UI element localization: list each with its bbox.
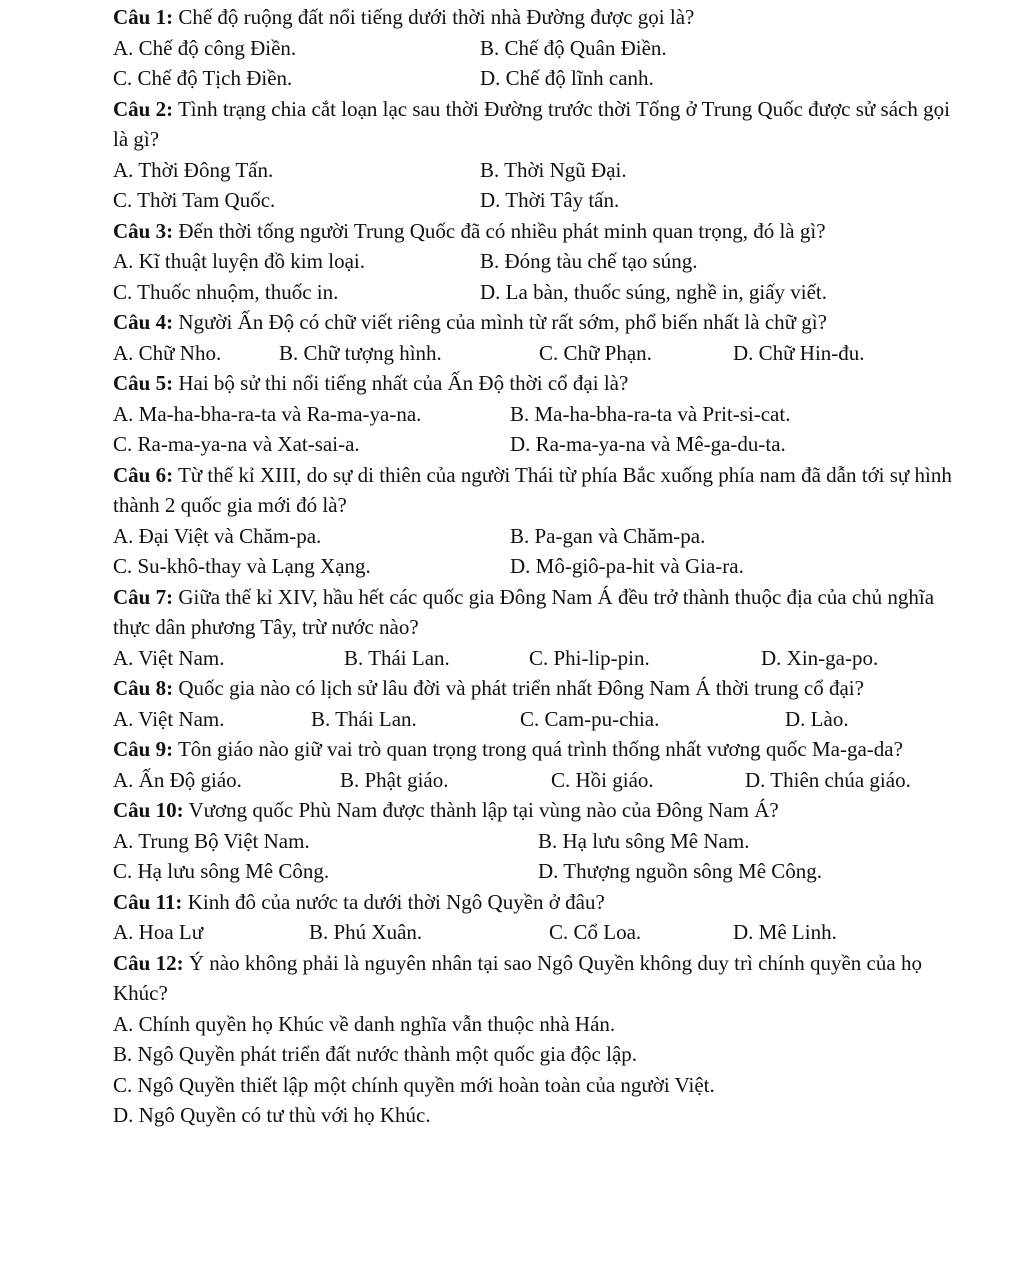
options-row [113,155,968,186]
option-d[interactable]: D. Mê Linh. [733,920,837,944]
option-c[interactable]: C. Thuốc nhuộm, thuốc in. [113,279,339,304]
option-c[interactable]: C. Ngô Quyền thiết lập một chính quyền mới hoàn toàn của người Việt. [113,1072,715,1097]
option-b[interactable]: B. Ngô Quyền phát triển đất nước thành một quốc gia độc lập. [113,1042,638,1066]
option-d[interactable]: D. Lào. [785,706,849,731]
question-5 [113,368,968,460]
options-row [113,63,968,94]
question-11 [113,887,968,948]
options-row [113,704,968,735]
option-a[interactable]: A. Trung Bộ Việt Nam. [113,828,310,853]
question-stem [113,673,968,704]
question-1 [113,2,968,94]
question-label: Câu 7: [113,584,174,609]
option-a[interactable]: A. Thời Đông Tấn. [113,157,274,182]
option-a[interactable]: A. Hoa Lư [113,920,204,944]
question-label: Câu 2: [113,96,174,121]
question-label: Câu 5: [113,371,174,395]
options-row [113,917,968,948]
options-row [113,338,968,369]
question-stem [113,2,968,33]
options-row [113,551,968,582]
question-3 [113,216,968,308]
question-text: Kinh đô của nước ta dưới thời Ngô Quyền ở đâu? [187,889,605,914]
question-text: Tôn giáo nào giữ vai trò quan trọng trong quá trình thống nhất vương quốc Ma-ga-da? [177,737,903,761]
options-row [113,856,968,887]
options-row [113,521,968,552]
option-b[interactable]: B. Đóng tàu chế tạo súng. [480,249,698,273]
question-text: Vương quốc Phù Nam được thành lập tại vùng nào của Đông Nam Á? [188,798,779,822]
options-row [113,185,968,216]
question-text: Đến thời tống người Trung Quốc đã có nhiều phát minh quan trọng, đó là gì? [178,218,826,243]
options-row [113,429,968,460]
question-stem [113,795,968,826]
question-label: Câu 8: [113,676,174,700]
question-stem [113,460,968,521]
question-text: Quốc gia nào có lịch sử lâu đời và phát triển nhất Đông Nam Á thời trung cổ đại? [178,676,864,700]
option-b[interactable]: B. Chế độ Quân Điền. [480,35,667,60]
option-b[interactable]: B. Thái Lan. [311,706,417,731]
option-b[interactable]: B. Phú Xuân. [309,920,423,944]
question-label: Câu 3: [113,218,174,243]
option-c[interactable]: C. Cổ Loa. [549,920,642,944]
option-c[interactable]: C. Thời Tam Quốc. [113,188,276,212]
options [113,338,968,369]
option-d[interactable]: D. Ngô Quyền có tư thù với họ Khúc. [113,1103,431,1127]
question-10 [113,795,968,887]
option-d[interactable]: D. Thiên chúa giáo. [745,767,911,792]
question-text: Hai bộ sử thi nổi tiếng nhất của Ấn Độ thời cổ đại là? [178,371,629,395]
option-b[interactable]: B. Thời Ngũ Đại. [480,157,627,182]
question-stem [113,582,968,643]
option-c[interactable]: C. Chế độ Tịch Điền. [113,66,293,90]
question-text: Ý nào không phải là nguyên nhân tại sao Ngô Quyền không duy trì chính quyền của họ Khúc? [113,950,922,1005]
option-d[interactable]: D. Ra-ma-ya-na và Mê-ga-du-ta. [510,432,786,456]
question-text: Giữa thế kỉ XIV, hầu hết các quốc gia Đông Nam Á đều trở thành thuộc địa của chủ nghĩa thực dân phương Tây, trừ nước nào? [113,584,935,639]
option-b[interactable]: B. Pa-gan và Chăm-pa. [510,523,706,548]
options-row [113,246,968,277]
option-c[interactable]: C. Hạ lưu sông Mê Công. [113,859,330,883]
options-row [113,826,968,857]
option-b[interactable]: B. Phật giáo. [340,767,449,792]
question-label: Câu 6: [113,462,174,487]
option-c[interactable]: C. Phi-lip-pin. [529,645,650,670]
option-c[interactable]: C. Ra-ma-ya-na và Xat-sai-a. [113,432,360,456]
option-c[interactable]: C. Cam-pu-chia. [520,706,660,731]
option-b[interactable]: B. Ma-ha-bha-ra-ta và Prit-si-cat. [510,401,791,426]
option-c[interactable]: C. Su-khô-thay và Lạng Xạng. [113,554,371,578]
question-text: Tình trạng chia cắt loạn lạc sau thời Đường trước thời Tống ở Trung Quốc được sử sách gọi là gì? [113,96,950,151]
options [113,1009,968,1131]
option-d[interactable]: D. Thời Tây tấn. [480,188,620,212]
question-stem [113,216,968,247]
option-a[interactable]: A. Ma-ha-bha-ra-ta và Ra-ma-ya-na. [113,401,422,426]
question-label: Câu 12: [113,950,184,975]
options [113,155,968,216]
question-label: Câu 4: [113,310,174,334]
option-a[interactable]: A. Chế độ công Điền. [113,35,297,60]
option-d[interactable]: D. Mô-giô-pa-hit và Gia-ra. [510,554,744,578]
option-a[interactable]: A. Đại Việt và Chăm-pa. [113,523,322,548]
options [113,765,968,796]
question-7 [113,582,968,674]
option-a[interactable]: A. Chữ Nho. [113,340,222,365]
option-a[interactable]: A. Chính quyền họ Khúc về danh nghĩa vẫn thuộc nhà Hán. [113,1011,616,1036]
question-text: Từ thế kỉ XIII, do sự di thiên của người Thái từ phía Bắc xuống phía nam đã dẫn tới sự hình thành 2 quốc gia mới đó là? [113,462,952,517]
question-stem [113,94,968,155]
question-12 [113,948,968,1131]
options-row [113,33,968,64]
question-6 [113,460,968,582]
option-b[interactable]: B. Chữ tượng hình. [279,340,442,365]
options [113,521,968,582]
question-label: Câu 1: [113,5,174,29]
option-a[interactable]: A. Ấn Độ giáo. [113,767,242,792]
option-d[interactable]: D. Chữ Hin-đu. [733,340,865,365]
option-d[interactable]: D. Thượng nguồn sông Mê Công. [538,859,823,883]
question-label: Câu 10: [113,798,184,822]
options [113,917,968,948]
question-stem [113,307,968,338]
options [113,399,968,460]
question-stem [113,368,968,399]
question-stem [113,948,968,1009]
options [113,643,968,674]
options-row [113,277,968,308]
options-row [113,643,968,674]
question-stem [113,734,968,765]
options [113,704,968,735]
options-row [113,399,968,430]
question-9 [113,734,968,795]
options-row [113,765,968,796]
options [113,246,968,307]
question-4 [113,307,968,368]
option-d[interactable]: D. Xin-ga-po. [761,645,879,670]
question-stem [113,887,968,918]
options [113,826,968,887]
option-b[interactable]: B. Hạ lưu sông Mê Nam. [538,828,750,853]
question-8 [113,673,968,734]
option-a[interactable]: A. Việt Nam. [113,706,225,731]
question-text: Người Ấn Độ có chữ viết riêng của mình từ rất sớm, phổ biến nhất là chữ gì? [178,310,827,334]
question-text: Chế độ ruộng đất nổi tiếng dưới thời nhà Đường được gọi là? [178,5,695,29]
option-c[interactable]: C. Hồi giáo. [551,767,654,792]
option-d[interactable]: D. Chế độ lĩnh canh. [480,66,654,90]
option-a[interactable]: A. Việt Nam. [113,645,225,670]
option-a[interactable]: A. Kĩ thuật luyện đồ kim loại. [113,249,365,273]
option-c[interactable]: C. Chữ Phạn. [539,340,652,365]
option-d[interactable]: D. La bàn, thuốc súng, nghề in, giấy viết. [480,279,828,304]
question-2 [113,94,968,216]
options [113,33,968,94]
option-b[interactable]: B. Thái Lan. [344,645,450,670]
question-label: Câu 11: [113,889,183,914]
question-label: Câu 9: [113,737,174,761]
